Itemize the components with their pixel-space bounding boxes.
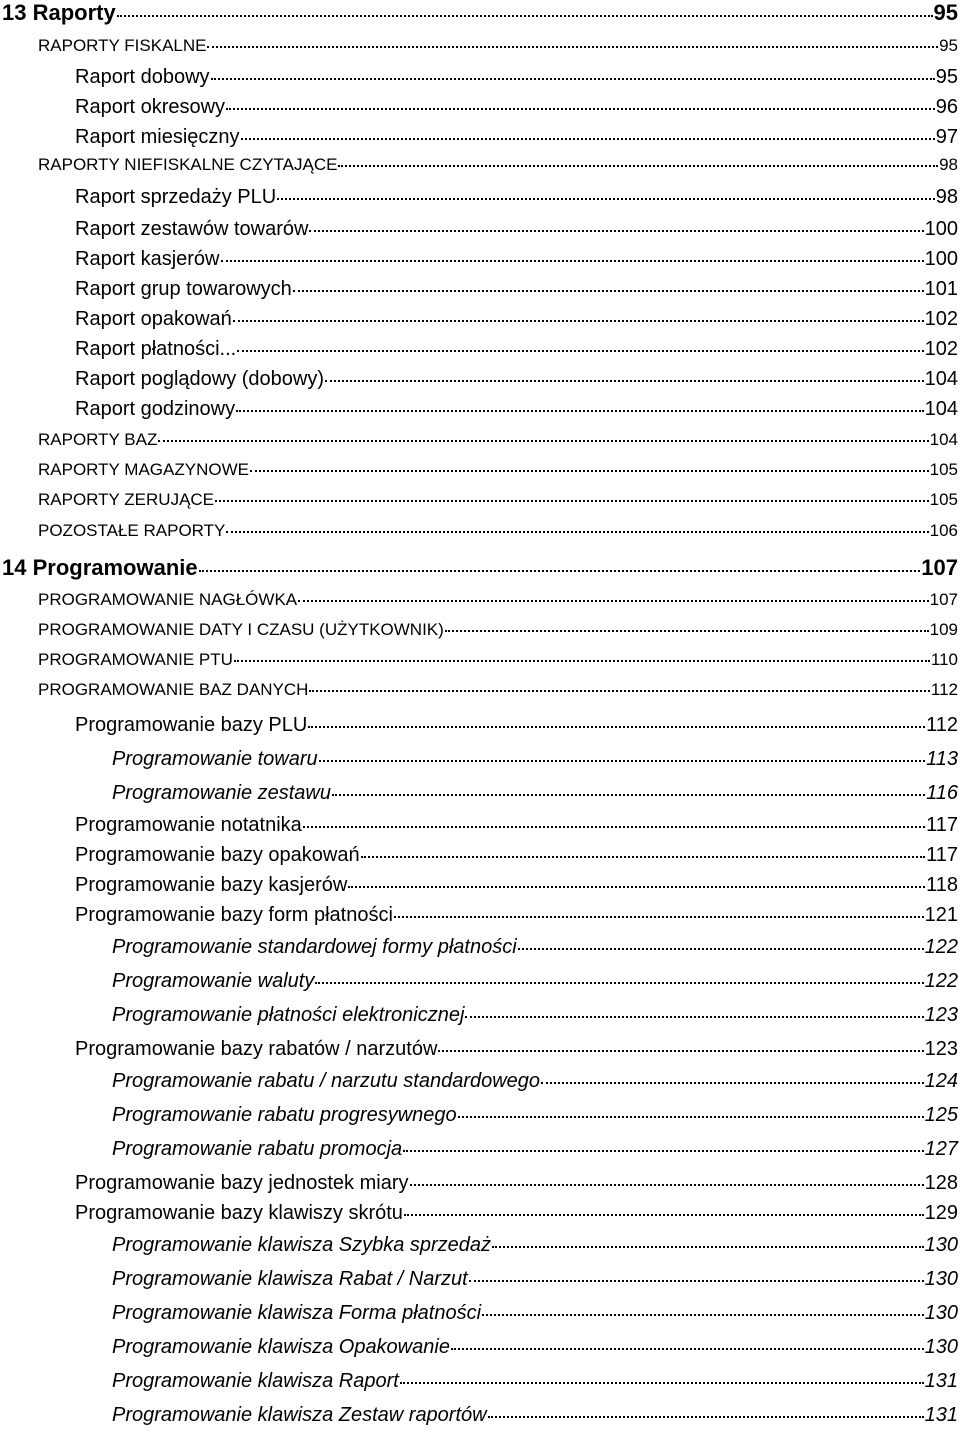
toc-entry-title: Programowanie rabatu promocja — [112, 1138, 403, 1160]
toc-entry-page-number: 100 — [924, 218, 958, 240]
toc-entry-page-number: 95 — [933, 0, 958, 25]
toc-entry-page-number: 96 — [935, 96, 958, 118]
toc-entry[interactable] — [75, 338, 958, 361]
dot-leader — [250, 470, 929, 472]
toc-entry[interactable] — [75, 126, 958, 149]
dot-leader — [410, 1184, 924, 1186]
dot-leader — [541, 1082, 924, 1084]
dot-leader — [207, 46, 938, 48]
toc-entry-page-number: 104 — [929, 430, 958, 449]
toc-entry-title: PROGRAMOWANIE PTU — [38, 650, 233, 669]
toc-entry-title: Programowanie klawisza Zestaw raportów — [112, 1404, 487, 1426]
toc-entry-title: PROGRAMOWANIE NAGŁÓWKA — [38, 590, 298, 609]
toc-entry[interactable] — [75, 714, 958, 737]
toc-entry-title: Programowanie waluty — [112, 970, 315, 992]
toc-entry[interactable] — [112, 748, 958, 771]
toc-entry-page-number: 109 — [929, 620, 958, 639]
toc-entry[interactable] — [38, 620, 958, 640]
dot-leader — [237, 350, 923, 352]
toc-entry-title: Programowanie bazy jednostek miary — [75, 1172, 409, 1194]
toc-entry-title: PROGRAMOWANIE DATY I CZASU (UŻYTKOWNIK) — [38, 620, 444, 639]
toc-entry-page-number: 130 — [924, 1336, 958, 1358]
dot-leader — [492, 1246, 924, 1248]
toc-entry[interactable] — [75, 308, 958, 331]
toc-entry-title: Raport zestawów towarów — [75, 218, 309, 240]
toc-entry-page-number: 110 — [930, 650, 958, 669]
toc-entry[interactable] — [75, 368, 958, 391]
toc-entry-title: 13 Raporty — [2, 0, 116, 25]
toc-entry-page-number: 112 — [926, 714, 958, 736]
dot-leader — [117, 15, 933, 17]
toc-entry-title: Programowanie klawisza Raport — [112, 1370, 399, 1392]
toc-entry-page-number: 129 — [924, 1202, 958, 1224]
toc-entry-title: Raport dobowy — [75, 66, 210, 88]
dot-leader — [309, 230, 923, 232]
dot-leader — [303, 826, 925, 828]
toc-entry[interactable] — [75, 1172, 958, 1195]
toc-entry-title: Programowanie rabatu / narzutu standardowego — [112, 1070, 541, 1092]
toc-entry-page-number: 124 — [924, 1070, 958, 1092]
dot-leader — [298, 600, 929, 602]
toc-entry-page-number: 98 — [939, 155, 958, 174]
toc-entry-title: Raport opakowań — [75, 308, 232, 330]
toc-entry-title: Raport sprzedaży PLU — [75, 186, 277, 208]
toc-entry[interactable] — [75, 1038, 958, 1061]
toc-entry-page-number: 117 — [926, 844, 958, 866]
toc-entry[interactable] — [75, 844, 958, 867]
toc-entry[interactable] — [75, 96, 958, 119]
toc-entry-page-number: 130 — [924, 1302, 958, 1324]
toc-entry-page-number: 106 — [929, 521, 958, 540]
toc-entry-page-number: 104 — [924, 398, 958, 420]
toc-entry[interactable] — [38, 680, 958, 700]
toc-entry-title: Programowanie bazy kasjerów — [75, 874, 348, 896]
toc-entry-page-number: 128 — [924, 1172, 958, 1194]
toc-entry-page-number: 107 — [929, 590, 958, 609]
toc-entry-title: Programowanie bazy rabatów / narzutów — [75, 1038, 438, 1060]
toc-entry[interactable] — [75, 218, 958, 241]
dot-leader — [325, 380, 924, 382]
toc-entry-page-number: 123 — [924, 1038, 958, 1060]
toc-entry-page-number: 104 — [924, 368, 958, 390]
toc-entry-title: Programowanie płatności elektronicznej — [112, 1004, 465, 1026]
toc-entry-page-number: 118 — [926, 874, 958, 896]
toc-entry-title: RAPORTY MAGAZYNOWE — [38, 460, 249, 479]
toc-entry-page-number: 130 — [924, 1268, 958, 1290]
toc-entry[interactable] — [75, 66, 958, 89]
dot-leader — [445, 630, 929, 632]
toc-entry-page-number: 123 — [924, 1004, 958, 1026]
dot-leader — [438, 1050, 923, 1052]
toc-entry-page-number: 125 — [924, 1104, 958, 1126]
toc-entry[interactable] — [38, 490, 958, 510]
dot-leader — [465, 1016, 923, 1018]
dot-leader — [458, 1116, 924, 1118]
toc-entry-title: 14 Programowanie — [2, 555, 198, 580]
toc-entry[interactable] — [75, 186, 958, 209]
dot-leader — [400, 1382, 924, 1384]
dot-leader — [332, 794, 925, 796]
dot-leader — [215, 500, 929, 502]
toc-entry[interactable] — [38, 460, 958, 480]
toc-entry-title: RAPORTY FISKALNE — [38, 36, 207, 55]
dot-leader — [361, 856, 926, 858]
toc-entry-page-number: 105 — [929, 460, 958, 479]
toc-entry[interactable] — [112, 1268, 958, 1291]
dot-leader — [404, 1214, 924, 1216]
toc-entry[interactable] — [38, 590, 958, 610]
dot-leader — [482, 1314, 924, 1316]
dot-leader — [338, 165, 938, 167]
toc-entry[interactable] — [75, 398, 958, 421]
toc-entry-page-number: 102 — [924, 308, 958, 330]
dot-leader — [348, 886, 925, 888]
toc-entry[interactable] — [2, 0, 958, 26]
toc-entry[interactable] — [38, 155, 958, 175]
dot-leader — [234, 660, 930, 662]
toc-entry[interactable] — [75, 814, 958, 837]
toc-entry-title: Programowanie standardowej formy płatności — [112, 936, 517, 958]
toc-entry-title: RAPORTY BAZ — [38, 430, 158, 449]
dot-leader — [469, 1280, 924, 1282]
toc-entry-page-number: 130 — [924, 1234, 958, 1256]
toc-entry-page-number: 127 — [924, 1138, 958, 1160]
dot-leader — [277, 198, 935, 200]
toc-entry[interactable] — [38, 430, 958, 450]
toc-entry-page-number: 122 — [924, 936, 958, 958]
dot-leader — [488, 1416, 924, 1418]
dot-leader — [233, 320, 924, 322]
toc-entry[interactable] — [2, 555, 958, 581]
toc-entry-page-number: 113 — [926, 748, 958, 770]
toc-entry-title: Programowanie bazy opakowań — [75, 844, 360, 866]
toc-entry[interactable] — [112, 936, 958, 959]
toc-entry[interactable] — [112, 1302, 958, 1325]
toc-entry-title: Programowanie towaru — [112, 748, 318, 770]
dot-leader — [451, 1348, 924, 1350]
toc-entry-page-number: 117 — [926, 814, 958, 836]
toc-entry[interactable] — [75, 904, 958, 927]
toc-entry[interactable] — [75, 874, 958, 897]
dot-leader — [394, 916, 924, 918]
toc-entry[interactable] — [112, 782, 958, 805]
toc-entry-title: Programowanie klawisza Rabat / Narzut — [112, 1268, 468, 1290]
toc-entry-title: Raport płatności... — [75, 338, 237, 360]
toc-entry-title: Raport miesięczny — [75, 126, 240, 148]
toc-entry-page-number: 100 — [924, 248, 958, 270]
toc-entry-title: RAPORTY ZERUJĄCE — [38, 490, 215, 509]
dot-leader — [211, 78, 935, 80]
toc-entry-title: Raport grup towarowych — [75, 278, 292, 300]
toc-entry[interactable] — [38, 521, 958, 541]
toc-entry-title: Programowanie klawisza Szybka sprzedaż — [112, 1234, 492, 1256]
toc-entry[interactable] — [112, 1234, 958, 1257]
toc-entry[interactable] — [112, 1104, 958, 1127]
dot-leader — [226, 108, 935, 110]
toc-entry-title: Raport okresowy — [75, 96, 226, 118]
toc-entry-page-number: 112 — [930, 680, 958, 699]
dot-leader — [403, 1150, 923, 1152]
dot-leader — [308, 726, 925, 728]
toc-entry[interactable] — [75, 1202, 958, 1225]
toc-entry[interactable] — [112, 970, 958, 993]
toc-entry-page-number: 131 — [924, 1370, 958, 1392]
dot-leader — [199, 570, 921, 572]
dot-leader — [293, 290, 924, 292]
dot-leader — [236, 410, 924, 412]
dot-leader — [241, 138, 935, 140]
toc-entry-title: Programowanie bazy klawiszy skrótu — [75, 1202, 403, 1224]
toc-entry[interactable] — [75, 248, 958, 271]
toc-entry[interactable] — [112, 1004, 958, 1027]
toc-entry-page-number: 101 — [924, 278, 958, 300]
toc-entry-title: Programowanie klawisza Forma płatności — [112, 1302, 482, 1324]
toc-entry-page-number: 116 — [926, 782, 958, 804]
dot-leader — [226, 531, 928, 533]
toc-entry-title: Programowanie rabatu progresywnego — [112, 1104, 457, 1126]
toc-entry-page-number: 105 — [929, 490, 958, 509]
toc-entry-title: Programowanie klawisza Opakowanie — [112, 1336, 450, 1358]
dot-leader — [319, 760, 925, 762]
toc-entry[interactable] — [112, 1138, 958, 1161]
toc-entry[interactable] — [112, 1070, 958, 1093]
toc-entry-page-number: 97 — [935, 126, 958, 148]
dot-leader — [518, 948, 924, 950]
dot-leader — [309, 690, 929, 692]
toc-entry-page-number: 107 — [921, 555, 958, 580]
toc-entry-title: POZOSTAŁE RAPORTY — [38, 521, 226, 540]
toc-entry-title: Raport kasjerów — [75, 248, 220, 270]
toc-entry-title: Programowanie bazy form płatności — [75, 904, 393, 926]
toc-entry[interactable] — [112, 1404, 958, 1427]
toc-entry[interactable] — [75, 278, 958, 301]
toc-entry-title: Programowanie zestawu — [112, 782, 331, 804]
dot-leader — [158, 440, 928, 442]
toc-entry-page-number: 121 — [924, 904, 958, 926]
toc-entry-page-number: 95 — [935, 66, 958, 88]
dot-leader — [315, 982, 923, 984]
toc-entry[interactable] — [38, 650, 958, 670]
toc-entry-title: RAPORTY NIEFISKALNE CZYTAJĄCE — [38, 155, 338, 174]
toc-entry-page-number: 131 — [924, 1404, 958, 1426]
toc-entry-title: Programowanie notatnika — [75, 814, 302, 836]
toc-entry-title: PROGRAMOWANIE BAZ DANYCH — [38, 680, 309, 699]
toc-entry[interactable] — [112, 1336, 958, 1359]
toc-entry-title: Raport godzinowy — [75, 398, 236, 420]
dot-leader — [221, 260, 924, 262]
toc-entry-page-number: 98 — [935, 186, 958, 208]
toc-entry[interactable] — [38, 36, 958, 56]
toc-entry[interactable] — [112, 1370, 958, 1393]
toc-entry-page-number: 95 — [939, 36, 958, 55]
toc-entry-page-number: 102 — [924, 338, 958, 360]
toc-entry-page-number: 122 — [924, 970, 958, 992]
toc-entry-title: Programowanie bazy PLU — [75, 714, 308, 736]
toc-entry-title: Raport poglądowy (dobowy) — [75, 368, 325, 390]
